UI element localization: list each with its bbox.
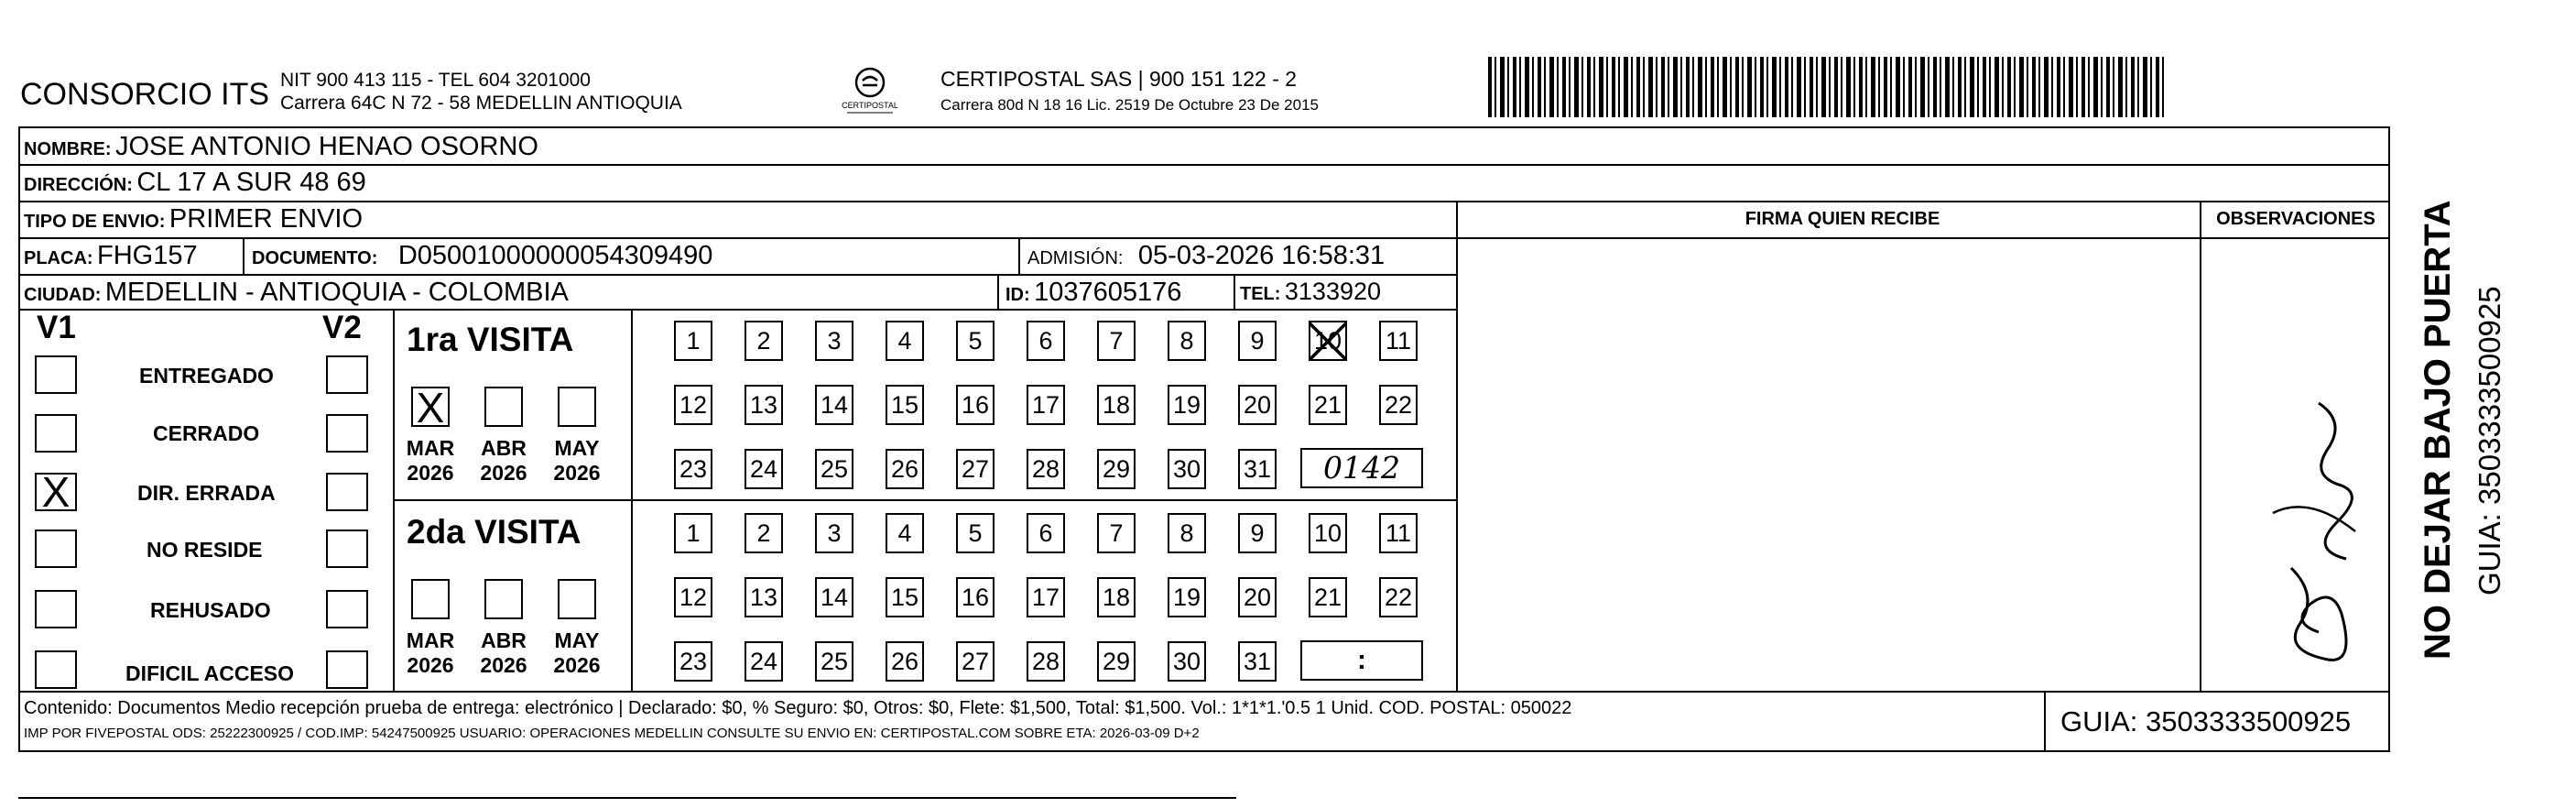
day-box-10[interactable]: 10 — [1309, 513, 1347, 553]
v1-checkbox[interactable] — [35, 650, 77, 689]
v2-checkbox[interactable] — [326, 590, 368, 628]
documento-value: D05001000000054309490 — [397, 241, 713, 270]
day-box-23[interactable]: 23 — [674, 449, 712, 489]
logo-text: CERTIPOSTAL — [842, 101, 898, 110]
day-box-31[interactable]: 31 — [1238, 449, 1277, 489]
footer-content: Contenido: Documentos Medio recepción prueba de entrega: electrónico | Declarado: $0, % Seguro: $0, Otros: $0, Flete: $1,500, Total: $1,500. Vol.: 1*1*1.'0.5 1 Unid. COD. POSTAL: 050022 — [24, 698, 1572, 718]
footer-guia: GUIA: 3503333500925 — [2060, 705, 2352, 737]
status-label: NO RESIDE — [147, 538, 263, 562]
tipo-label: TIPO DE ENVIO: — [24, 212, 166, 232]
day-box-4[interactable]: 4 — [886, 513, 924, 553]
v2-checkbox[interactable] — [326, 414, 368, 453]
day-box-17[interactable]: 17 — [1027, 385, 1065, 425]
day-box-20[interactable]: 20 — [1238, 577, 1277, 617]
day-box-1[interactable]: 1 — [674, 513, 712, 553]
side-guia: GUIA: 3503333500925 — [2473, 286, 2506, 595]
day-box-12[interactable]: 12 — [674, 577, 712, 617]
direccion-row — [24, 168, 366, 198]
tipo-row — [24, 204, 363, 235]
ciudad-label: CIUDAD: — [24, 285, 102, 305]
day-box-13[interactable]: 13 — [745, 385, 783, 425]
day-box-3[interactable]: 3 — [815, 321, 853, 361]
day-box-19[interactable]: 19 — [1168, 385, 1206, 425]
month-checkbox-mar[interactable]: X — [411, 387, 450, 427]
day-box-20[interactable]: 20 — [1238, 385, 1277, 425]
month-checkbox-abr[interactable] — [484, 387, 523, 427]
day-box-6[interactable]: 6 — [1027, 321, 1065, 361]
v1-header: V1 — [37, 310, 76, 345]
day-box-12[interactable]: 12 — [674, 385, 712, 425]
carrier-name: CERTIPOSTAL SAS | 900 151 122 - 2 — [940, 67, 1298, 91]
documento-field — [252, 241, 712, 271]
status-label: DIFICIL ACCESO — [125, 661, 295, 685]
day-box-14[interactable]: 14 — [815, 577, 853, 617]
day-box-25[interactable]: 25 — [815, 449, 853, 489]
v1-checkbox[interactable] — [35, 530, 77, 568]
day-box-15[interactable]: 15 — [886, 577, 924, 617]
observaciones-header: OBSERVACIONES — [2216, 209, 2375, 229]
day-box-14[interactable]: 14 — [815, 385, 853, 425]
day-box-11[interactable]: 11 — [1379, 321, 1418, 361]
day-box-22[interactable]: 22 — [1379, 577, 1418, 617]
day-box-16[interactable]: 16 — [956, 385, 995, 425]
day-box-30[interactable]: 30 — [1168, 449, 1206, 489]
nombre-value: JOSE ANTONIO HENAO OSORNO — [115, 132, 538, 161]
barcode — [1488, 57, 2166, 117]
day-box-23[interactable]: 23 — [674, 641, 712, 682]
day-box-5[interactable]: 5 — [956, 513, 995, 553]
day-box-27[interactable]: 27 — [956, 641, 995, 682]
day-box-28[interactable]: 28 — [1027, 641, 1065, 682]
day-box-6[interactable]: 6 — [1027, 513, 1065, 553]
tel-label: TEL: — [1240, 284, 1281, 304]
v1-checkbox[interactable]: X — [35, 473, 77, 511]
ciudad-field — [24, 278, 569, 308]
bottom-rule — [18, 797, 1236, 799]
v2-checkbox[interactable] — [326, 473, 368, 511]
nombre-label: NOMBRE: — [24, 139, 112, 159]
placa-value: FHG157 — [97, 241, 198, 270]
month-checkbox-may[interactable] — [558, 579, 596, 619]
id-field — [1005, 278, 1181, 308]
day-box-22[interactable]: 22 — [1379, 385, 1418, 425]
day-box-1[interactable]: 1 — [674, 321, 712, 361]
day-box-25[interactable]: 25 — [815, 641, 853, 682]
company-nit: NIT 900 413 115 - TEL 604 3201000 — [280, 70, 591, 91]
day-box-29[interactable]: 29 — [1097, 449, 1136, 489]
day-box-11[interactable]: 11 — [1379, 513, 1418, 553]
day-box-24[interactable]: 24 — [745, 449, 783, 489]
day-box-29[interactable]: 29 — [1097, 641, 1136, 682]
v2-checkbox[interactable] — [326, 530, 368, 568]
time-box[interactable]: 0142 — [1300, 448, 1423, 488]
visit-title: 1ra VISITA — [407, 321, 574, 358]
day-box-26[interactable]: 26 — [886, 641, 924, 682]
visit-title: 2da VISITA — [407, 513, 582, 551]
day-box-4[interactable]: 4 — [886, 321, 924, 361]
certipostal-logo — [829, 64, 911, 117]
footer-imp: IMP POR FIVEPOSTAL ODS: 25222300925 / COD.IMP: 54247500925 USUARIO: OPERACIONES MEDELLIN CONSULTE SU ENVIO EN: CERTIPOSTAL.COM SOBRE ETA: 2026-03-09 D+2 — [24, 726, 1200, 741]
status-label: CERRADO — [153, 421, 260, 445]
day-box-15[interactable]: 15 — [886, 385, 924, 425]
day-box-18[interactable]: 18 — [1097, 385, 1136, 425]
day-box-2[interactable]: 2 — [745, 513, 783, 553]
ciudad-value: MEDELLIN - ANTIOQUIA - COLOMBIA — [104, 278, 569, 307]
day-box-8[interactable]: 8 — [1168, 321, 1206, 361]
company-name: CONSORCIO ITS — [20, 77, 270, 112]
firma-header: FIRMA QUIEN RECIBE — [1745, 209, 1940, 229]
day-box-3[interactable]: 3 — [815, 513, 853, 553]
admision-value: 05-03-2026 16:58:31 — [1137, 241, 1386, 270]
id-label: ID: — [1005, 285, 1030, 305]
day-box-7[interactable]: 7 — [1097, 513, 1136, 553]
day-box-31[interactable]: 31 — [1238, 641, 1277, 682]
v2-checkbox[interactable] — [326, 355, 368, 394]
day-box-28[interactable]: 28 — [1027, 449, 1065, 489]
month-label: ABR 2026 — [480, 436, 527, 485]
v1-checkbox[interactable] — [35, 590, 77, 628]
month-checkbox-may[interactable] — [558, 387, 596, 427]
company-address: Carrera 64C N 72 - 58 MEDELLIN ANTIOQUIA — [280, 93, 682, 114]
direccion-value: CL 17 A SUR 48 69 — [136, 168, 366, 197]
v1-checkbox[interactable] — [35, 414, 77, 453]
v1-checkbox[interactable] — [35, 355, 77, 394]
month-label: ABR 2026 — [480, 628, 527, 677]
handwritten-signature — [2255, 385, 2383, 678]
status-label: DIR. ERRADA — [137, 481, 276, 505]
day-box-2[interactable]: 2 — [745, 321, 783, 361]
v2-checkbox[interactable] — [326, 650, 368, 689]
time-box[interactable]: : — [1300, 640, 1423, 681]
day-box-13[interactable]: 13 — [745, 577, 783, 617]
day-box-26[interactable]: 26 — [886, 449, 924, 489]
v2-header: V2 — [322, 310, 362, 345]
no-dejar-bajo-puerta: NO DEJAR BAJO PUERTA — [2418, 200, 2458, 660]
day-box-9[interactable]: 9 — [1238, 513, 1277, 553]
day-box-30[interactable]: 30 — [1168, 641, 1206, 682]
day-box-17[interactable]: 17 — [1027, 577, 1065, 617]
day-box-16[interactable]: 16 — [956, 577, 995, 617]
day-box-19[interactable]: 19 — [1168, 577, 1206, 617]
status-label: REHUSADO — [150, 598, 271, 622]
day-box-10[interactable]: 10 — [1309, 321, 1347, 361]
day-box-24[interactable]: 24 — [745, 641, 783, 682]
month-label: MAY 2026 — [553, 436, 601, 485]
admision-label: ADMISIÓN: — [1027, 248, 1124, 268]
month-label: MAY 2026 — [553, 628, 601, 677]
placa-label: PLACA: — [24, 248, 93, 268]
tel-field — [1240, 278, 1381, 306]
day-box-21[interactable]: 21 — [1309, 385, 1347, 425]
day-box-21[interactable]: 21 — [1309, 577, 1347, 617]
tel-value: 3133920 — [1284, 278, 1382, 305]
month-label: MAR 2026 — [406, 628, 455, 677]
day-box-18[interactable]: 18 — [1097, 577, 1136, 617]
day-box-27[interactable]: 27 — [956, 449, 995, 489]
day-box-9[interactable]: 9 — [1238, 321, 1277, 361]
status-label: ENTREGADO — [139, 364, 274, 388]
day-box-7[interactable]: 7 — [1097, 321, 1136, 361]
admision-field — [1027, 241, 1385, 271]
carrier-address: Carrera 80d N 18 16 Lic. 2519 De Octubre 23 De 2015 — [940, 96, 1319, 114]
day-box-8[interactable]: 8 — [1168, 513, 1206, 553]
nombre-row — [24, 132, 538, 162]
id-value: 1037605176 — [1034, 278, 1182, 307]
month-checkbox-mar[interactable] — [411, 579, 450, 619]
month-label: MAR 2026 — [406, 436, 455, 485]
direccion-label: DIRECCIÓN: — [24, 175, 133, 195]
tipo-value: PRIMER ENVIO — [168, 204, 364, 234]
month-checkbox-abr[interactable] — [484, 579, 523, 619]
documento-label: DOCUMENTO: — [252, 248, 378, 268]
day-box-5[interactable]: 5 — [956, 321, 995, 361]
delivery-form — [18, 126, 2390, 752]
placa-field — [24, 241, 198, 271]
